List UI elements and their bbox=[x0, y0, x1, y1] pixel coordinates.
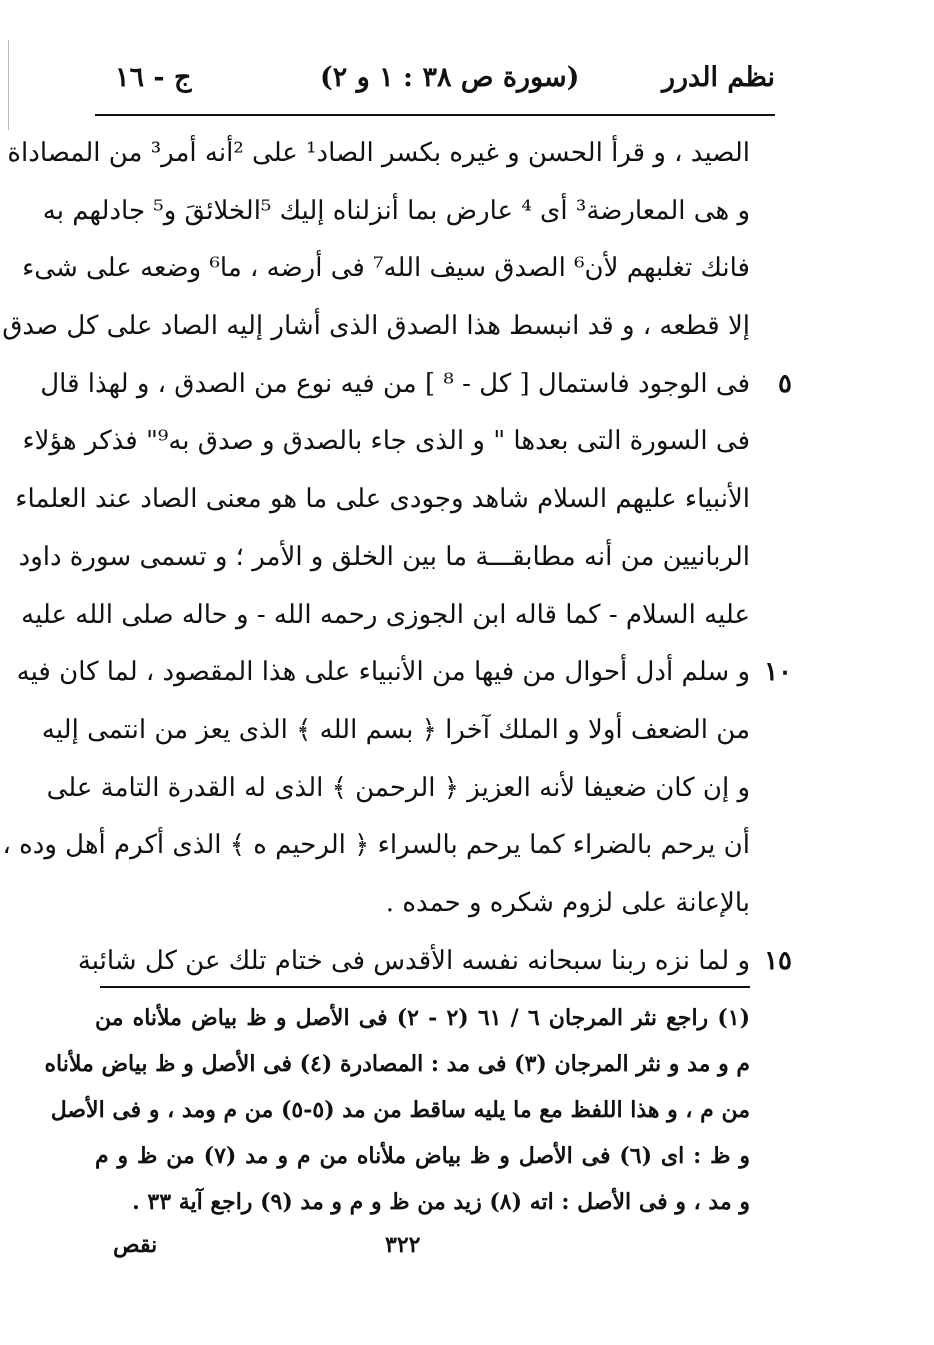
line-number: ١٥ bbox=[764, 945, 792, 976]
text-line bbox=[46, 760, 750, 818]
text-line bbox=[22, 240, 750, 298]
footnote-line: م و مد و نثر المرجان (٣) فى مد : المصادرة (٤) فى الأصل و ظ بياض ملأناه bbox=[44, 1051, 750, 1077]
line-text: الأنبياء عليهم السلام شاهد وجودى على ما هو معنى الصاد عند العلماء bbox=[15, 484, 750, 515]
running-header bbox=[95, 62, 775, 102]
book-title: نظم الدرر bbox=[661, 62, 775, 93]
line-text: الربانيين من أنه مطابقـــة ما بين الخلق و الأمر ؛ و تسمى سورة داود bbox=[18, 541, 750, 572]
footnote-line: و ظ : اى (٦) فى الأصل و ظ بياض ملأناه من م و مد (٧) من ظ و م bbox=[95, 1143, 751, 1169]
line-text: عليه السلام - كما قاله ابن الجوزى رحمه الله - و حاله صلى الله عليه bbox=[21, 599, 750, 630]
line-text: و هى المعارضة³ أى ⁴ عارض بما أنزلناه إليك ⁵الخلائقَ و⁵ جادلهم به bbox=[42, 195, 750, 226]
page-footer bbox=[95, 1232, 750, 1266]
volume-number: ج - ١٦ bbox=[115, 62, 192, 93]
footnote-line: من م ، و هذا اللفظ مع ما يليه ساقط من مد (٥-٥) من م ومد ، و فى الأصل bbox=[50, 1097, 750, 1123]
text-line bbox=[2, 817, 750, 875]
main-text bbox=[2, 125, 792, 990]
line-text: فى السورة التى بعدها " و الذى جاء بالصدق و صدق به⁹" فذكر هؤلاء bbox=[22, 426, 750, 457]
line-number: ٥ bbox=[778, 368, 792, 399]
text-line bbox=[100, 875, 750, 933]
text-line bbox=[40, 356, 792, 414]
text-line bbox=[2, 298, 750, 356]
text-line bbox=[16, 644, 792, 702]
page-number: ٣٢٢ bbox=[385, 1232, 421, 1258]
line-text: الصيد ، و قرأ الحسن و غيره بكسر الصاد¹ على ²أنه أمر³ من المصاداة bbox=[7, 138, 750, 168]
footnotes bbox=[44, 995, 751, 1225]
text-line bbox=[18, 529, 750, 587]
text-line bbox=[77, 933, 792, 991]
line-text: أن يرحم بالضراء كما يرحم بالسراء ﴿ الرحيم ه ﴾ الذى أكرم أهل وده ، bbox=[2, 830, 750, 861]
margin-rule bbox=[8, 40, 9, 130]
line-text: بالإعانة على لزوم شكره و حمده . bbox=[385, 887, 750, 918]
line-text: و إن كان ضعيفا لأنه العزيز ﴿ الرحمن ﴾ الذى له القدرة التامة على bbox=[46, 772, 750, 803]
surah-reference: (سورة ص ٣٨ : ١ و ٢) bbox=[320, 62, 580, 93]
footnote-divider bbox=[100, 986, 750, 988]
footnote-line: (١) راجع نثر المرجان ٦ / ٦١ (٢ - ٢) فى الأصل و ظ بياض ملأناه من bbox=[95, 1005, 750, 1031]
text-line bbox=[41, 702, 750, 760]
line-text: فى الوجود فاستمال [ كل - ⁸ ] من فيه نوع من الصدق ، و لهذا قال bbox=[40, 368, 750, 399]
line-number: ١٠ bbox=[764, 657, 792, 688]
line-text: من الضعف أولا و الملك آخرا ﴿ بسم الله ﴾ الذى يعز من انتمى إليه bbox=[41, 714, 750, 745]
line-text: و لما نزه ربنا سبحانه نفسه الأقدس فى ختام تلك عن كل شائبة bbox=[77, 945, 750, 976]
text-line bbox=[22, 413, 750, 471]
footnote-line: و مد ، و فى الأصل : اته (٨) زيد من ظ و م و مد (٩) راجع آية ٣٣ . bbox=[132, 1189, 750, 1215]
text-line bbox=[21, 587, 750, 645]
text-line bbox=[15, 471, 750, 529]
line-text: إلا قطعه ، و قد انبسط هذا الصدق الذى أشار إليه الصاد على كل صدق bbox=[2, 311, 750, 342]
text-line bbox=[7, 125, 750, 183]
signature-mark: نقص bbox=[113, 1232, 158, 1258]
header-divider bbox=[95, 114, 775, 116]
line-text: و سلم أدل أحوال من فيها من الأنبياء على هذا المقصود ، لما كان فيه bbox=[16, 657, 750, 688]
line-text: فانك تغلبهم لأن⁶ الصدق سيف الله⁷ فى أرضه ، ما⁶ وضعه على شىء bbox=[22, 253, 750, 284]
text-line bbox=[42, 183, 750, 241]
